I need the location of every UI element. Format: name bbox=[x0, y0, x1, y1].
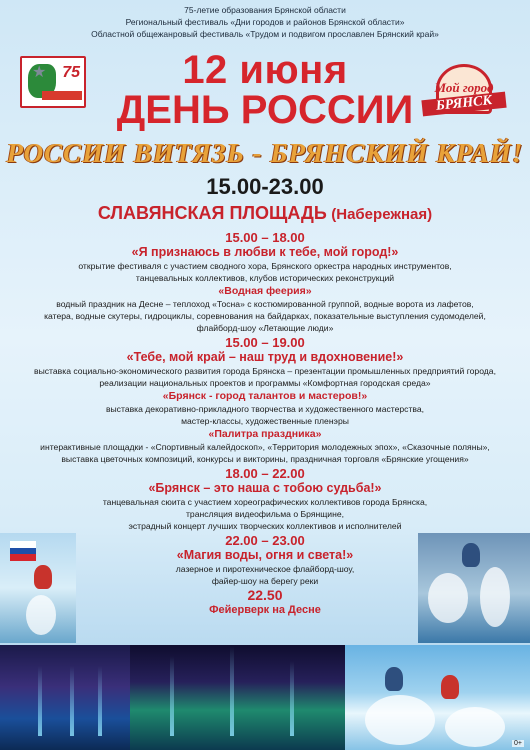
water-jet bbox=[480, 567, 510, 627]
light-beam bbox=[290, 661, 294, 736]
city-logo-line-1: Мой город bbox=[434, 80, 494, 95]
water-jet bbox=[365, 695, 435, 745]
city-logo-line-2: БРЯНСК bbox=[421, 92, 506, 117]
event-title: «Тебе, мой край – наш труд и вдохновение!» bbox=[126, 350, 404, 364]
monument-icon: ★ bbox=[32, 64, 47, 81]
event-description: файер-шоу на берегу реки bbox=[211, 576, 319, 586]
event-title: Фейерверк на Десне bbox=[209, 604, 321, 616]
event-time: 15.00 – 19.00 bbox=[225, 335, 305, 350]
event-description: водный праздник на Десне – теплоход «Тосна» с костюмированной группой, водные ворота из лафетов, bbox=[56, 299, 474, 309]
light-beam bbox=[38, 666, 42, 736]
event-description: флайборд-шоу «Летающие люди» bbox=[196, 323, 334, 333]
flyboarder-figure bbox=[441, 675, 459, 699]
flyboarder-figure bbox=[462, 543, 480, 567]
event-title: «Я признаюсь в любви к тебе, мой город!» bbox=[131, 245, 399, 259]
event-item bbox=[0, 466, 530, 532]
light-beam bbox=[170, 656, 174, 736]
slogan: РОССИИ ВИТЯЗЬ - БРЯНСКИЙ КРАЙ! bbox=[6, 138, 524, 168]
venue-sub: (Набережная) bbox=[331, 206, 433, 223]
photo-strip bbox=[0, 645, 530, 750]
holiday-title: ДЕНЬ РОССИИ bbox=[116, 88, 414, 132]
water-jet bbox=[428, 573, 468, 623]
header-line-2: Региональный фестиваль «Дни городов и районов Брянской области» bbox=[125, 17, 405, 27]
event-description: эстрадный концерт лучших творческих коллективов и исполнителей bbox=[128, 521, 402, 531]
event-date: 12 июня bbox=[182, 48, 348, 92]
event-item bbox=[0, 230, 530, 284]
event-description: танцевальная сюита с участием хореографических коллективов города Брянска, bbox=[102, 497, 428, 507]
event-time: 22.50 bbox=[247, 587, 283, 603]
event-description: выставка цветочных композиций, конкурсы и викторины, праздничная торговля «Брянские угощения» bbox=[61, 454, 469, 464]
event-time: 22.00 – 23.00 bbox=[225, 533, 305, 548]
header-line-1: 75-летие образования Брянской области bbox=[184, 5, 346, 15]
header-line-3: Областной общежанровый фестиваль «Трудом и подвигом прославлен Брянский край» bbox=[91, 29, 439, 39]
event-description: мастер-классы, художественные пленэры bbox=[181, 416, 349, 426]
event-description: лазерное и пиротехническое флайборд-шоу, bbox=[175, 564, 355, 574]
night-fountain-photo bbox=[0, 645, 130, 750]
flyboard-photo-left bbox=[0, 533, 76, 643]
event-title: «Брянск - город талантов и мастеров!» bbox=[162, 390, 368, 402]
event-description: открытие фестиваля с участием сводного хора, Брянского оркестра народных инструментов, bbox=[78, 261, 452, 271]
event-item bbox=[0, 335, 530, 389]
event-title: «Магия воды, огня и света!» bbox=[176, 548, 354, 562]
russian-flag-icon bbox=[10, 541, 36, 561]
event-description: интерактивные площадки - «Спортивный калейдоскоп», «Территория молодежных эпох», «Сказочные поляны», bbox=[40, 442, 490, 452]
event-time: 15.00 – 18.00 bbox=[225, 230, 305, 245]
main-time: 15.00-23.00 bbox=[206, 174, 324, 199]
light-beam bbox=[70, 666, 74, 736]
light-beam bbox=[230, 646, 234, 736]
light-beam bbox=[98, 666, 102, 736]
event-title: «Палитра праздника» bbox=[208, 428, 322, 440]
venue-name: СЛАВЯНСКАЯ ПЛОЩАДЬ bbox=[97, 203, 327, 223]
event-time: 18.00 – 22.00 bbox=[225, 466, 305, 481]
anniversary-number: 75 bbox=[62, 64, 80, 81]
age-rating-badge: 0+ bbox=[514, 740, 522, 747]
header-lines bbox=[0, 4, 530, 40]
event-item bbox=[0, 390, 530, 427]
water-jet bbox=[445, 707, 505, 747]
event-title: «Брянск – это наша с тобою судьба!» bbox=[148, 481, 382, 495]
laser-show-photo bbox=[130, 645, 345, 750]
event-description: выставка декоративно-прикладного творчества и художественного мастерства, bbox=[105, 404, 425, 414]
flyboarder-figure bbox=[34, 565, 52, 589]
event-description: катера, водные скутеры, гидроциклы, соревнования на байдарках, показательные выступления судомоделей, bbox=[44, 311, 486, 321]
flyboard-show-photo bbox=[345, 645, 530, 750]
water-jet bbox=[26, 595, 56, 635]
event-item bbox=[0, 285, 530, 334]
event-item bbox=[0, 428, 530, 465]
event-title: «Водная феерия» bbox=[218, 285, 312, 297]
event-description: реализации национальных проектов и программы «Комфортная городская среда» bbox=[99, 378, 431, 388]
flyboard-photo-right bbox=[418, 533, 530, 643]
event-description: танцевальных коллективов, клубов исторических реконструкций bbox=[135, 273, 395, 283]
venue bbox=[0, 203, 530, 224]
event-description: трансляция видеофильма о Брянщине, bbox=[185, 509, 345, 519]
flyboarder-figure bbox=[385, 667, 403, 691]
event-description: выставка социально-экономического развития города Брянска – презентации промышленных предприятий города, bbox=[34, 366, 496, 376]
